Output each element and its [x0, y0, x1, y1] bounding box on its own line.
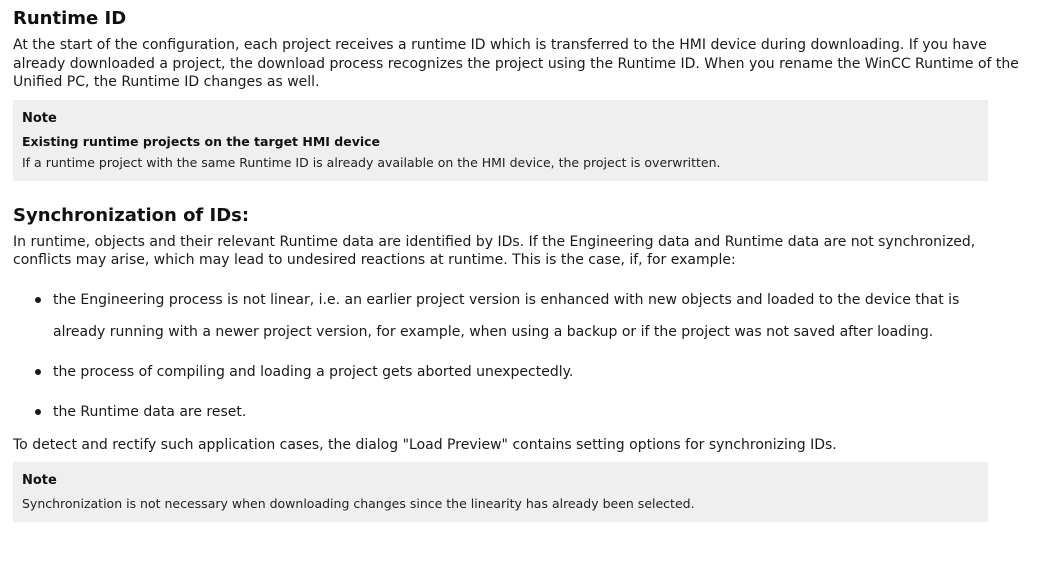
- list-item: [13, 284, 1013, 348]
- bullet-list: [13, 284, 1038, 428]
- list-item: [13, 396, 1013, 428]
- bullet-icon: [35, 369, 41, 375]
- note-text: If a runtime project with the same Runtime ID is already available on the HMI device, the project is overwritten.: [22, 154, 721, 170]
- synchronization-paragraph: In runtime, objects and their relevant Runtime data are identified by IDs. If the Engineering data and Runtime data are not synchronized, conflicts may arise, which may lead to undesired reactions at runtime. This is the case, if, for example:: [13, 233, 976, 268]
- list-item-text: the Engineering process is not linear, i.e. an earlier project version is enhanced with new objects and loaded to the device that is already running with a newer project version, for example, when using a backup or if the project was not saved after loading.: [53, 291, 960, 340]
- list-item-text: the Runtime data are reset.: [53, 403, 247, 420]
- note-box-synchronization: [13, 462, 988, 522]
- note-box-runtime-id: [13, 100, 988, 181]
- runtime-id-heading: Runtime ID: [13, 8, 127, 29]
- note-title: Note: [22, 472, 57, 488]
- runtime-id-paragraph: At the start of the configuration, each project receives a runtime ID which is transferred to the HMI device during downloading. If you have already downloaded a project, the download process recognizes the project using the Runtime ID. When you rename the WinCC Runtime of the Unified PC, the Runtime ID changes as well.: [13, 37, 1019, 90]
- list-item-text: the process of compiling and loading a project gets aborted unexpectedly.: [53, 363, 574, 380]
- bullet-icon: [35, 297, 41, 303]
- synchronization-heading: Synchronization of IDs:: [13, 204, 250, 226]
- note-text: Synchronization is not necessary when downloading changes since the linearity has already been selected.: [22, 495, 695, 511]
- list-item: [13, 356, 1013, 388]
- bullet-icon: [35, 409, 41, 415]
- closing-paragraph: To detect and rectify such application cases, the dialog "Load Preview" contains setting options for synchronizing IDs.: [13, 436, 837, 453]
- note-subtitle: Existing runtime projects on the target HMI device: [22, 133, 381, 149]
- note-title: Note: [22, 110, 57, 126]
